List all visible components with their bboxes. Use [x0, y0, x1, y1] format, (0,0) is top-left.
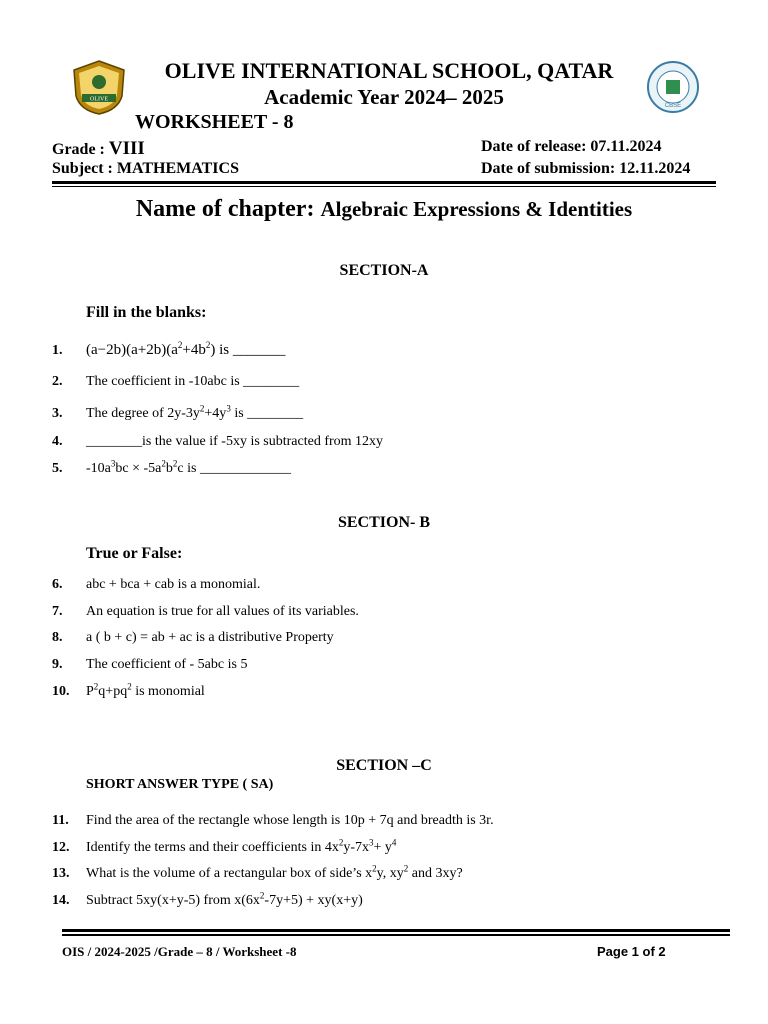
section-b-title: SECTION- B [337, 514, 431, 531]
question-12: Identify the terms and their coefficients in $4x^2y-7x^3+ y^4$ [86, 837, 397, 855]
footer-divider [62, 929, 730, 932]
question-number: 8. [52, 630, 63, 645]
section-b-subtitle: True or False: [86, 545, 183, 562]
footer-divider-thin [62, 934, 730, 936]
question-3: The degree of $2y-3y^2+4y^3$ is ________ [86, 403, 304, 421]
question-4: ________is the value if -5xy is subtracted from 12xy [86, 434, 384, 449]
question-number: 5. [52, 461, 63, 476]
question-1: $(a-2b)(a+2b)(a^2+4b^2)$ is _______ [86, 340, 286, 358]
header-divider [52, 181, 716, 184]
question-number: 12. [52, 840, 70, 855]
question-11: Find the area of the rectangle whose length is 10p + 7q and breadth is 3r. [86, 813, 494, 828]
school-name: OLIVE INTERNATIONAL SCHOOL, QATAR [164, 58, 614, 83]
question-number: 3. [52, 406, 63, 421]
section-a-subtitle: Fill in the blanks: [86, 304, 207, 321]
question-14: Subtract 5xy(x+y-5) from $x(6x^2-7y+5) + xy(x+y)$ [86, 890, 363, 908]
question-number: 2. [52, 374, 63, 389]
section-c-subtitle: SHORT ANSWER TYPE ( SA) [86, 777, 274, 792]
section-c-title: SECTION –C [336, 757, 432, 774]
question-number: 10. [52, 684, 70, 699]
page-number: Page 1 of 2 [597, 944, 666, 959]
question-5: $-10a^3bc \times -5a^2b^2c$ is _____________ [86, 458, 291, 476]
question-number: 6. [52, 577, 63, 592]
question-7: An equation is true for all values of its variables. [86, 604, 359, 619]
svg-text:OLIVE: OLIVE [90, 96, 108, 103]
question-number: 7. [52, 604, 63, 619]
subject: Subject : MATHEMATICS [52, 160, 239, 177]
question-10: $P^2q+pq^2$ is monomial [86, 681, 205, 699]
chapter-title: Name of chapter: Algebraic Expressions & Identities [135, 196, 633, 222]
question-number: 11. [52, 813, 69, 828]
question-13: What is the volume of a rectangular box of side’s $x^2y$, $xy^2$ and 3xy? [86, 863, 463, 881]
question-number: 14. [52, 893, 70, 908]
svg-text:CBSE: CBSE [664, 103, 682, 109]
question-number: 9. [52, 657, 63, 672]
question-6: abc + bca + cab is a monomial. [86, 577, 261, 592]
grade: Grade : VIII [52, 138, 145, 159]
question-9: The coefficient of - 5abc is 5 [86, 657, 248, 672]
release-date: Date of release: 07.11.2024 [481, 138, 662, 155]
question-2: The coefficient in -10abc is ________ [86, 374, 300, 389]
submission-date: Date of submission: 12.11.2024 [481, 160, 691, 177]
question-number: 4. [52, 434, 63, 449]
worksheet-title: WORKSHEET - 8 [135, 111, 294, 133]
question-number: 13. [52, 866, 70, 881]
question-number: 1. [52, 343, 63, 358]
header-divider-thin [52, 186, 716, 187]
academic-year: Academic Year 2024– 2025 [264, 85, 504, 109]
question-8: a ( b + c) = ab + ac is a distributive Property [86, 630, 334, 645]
section-a-title: SECTION-A [339, 262, 429, 279]
footer-text: OIS / 2024-2025 /Grade – 8 / Worksheet -8 [62, 944, 297, 959]
